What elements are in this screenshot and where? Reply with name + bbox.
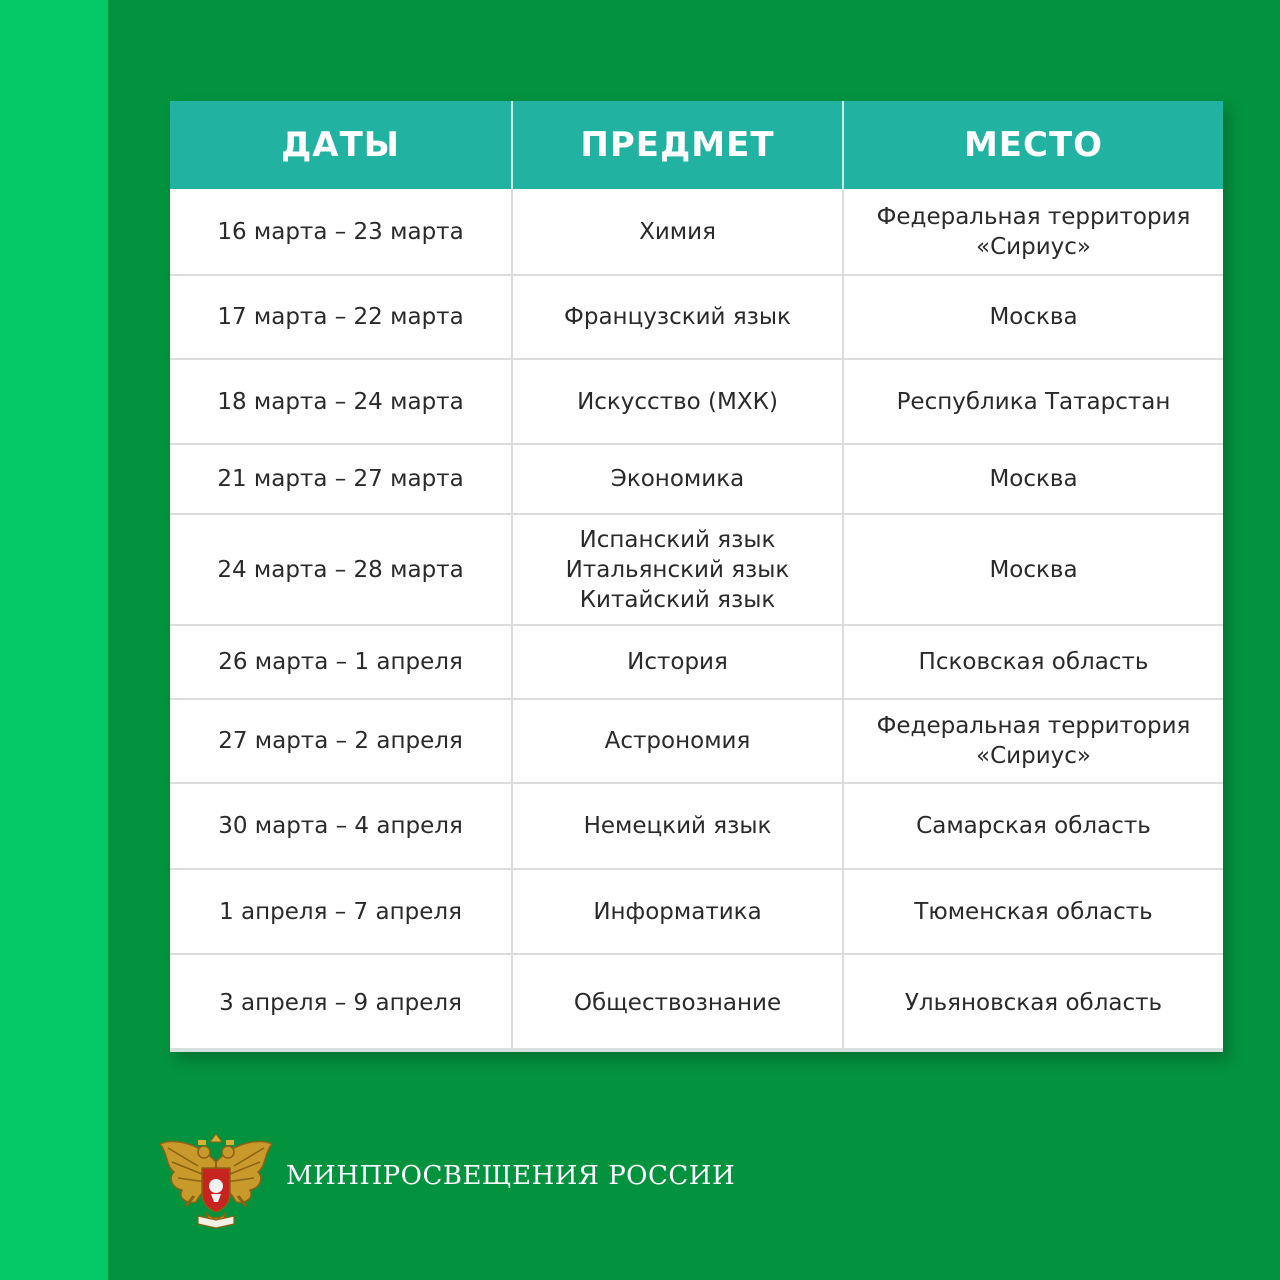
place-line: Москва xyxy=(989,466,1078,492)
cell-dates: 24 марта – 28 марта xyxy=(170,514,512,625)
place-line: «Сириус» xyxy=(976,233,1091,260)
table-row xyxy=(170,699,1223,783)
cell-subject xyxy=(512,954,843,1050)
table-row xyxy=(170,869,1223,954)
cell-dates: 27 марта – 2 апреля xyxy=(170,699,512,783)
place-line: Псковская область xyxy=(918,649,1149,675)
cell-place xyxy=(843,359,1223,444)
cell-subject xyxy=(512,783,843,869)
table-row xyxy=(170,275,1223,359)
cell-dates: 1 апреля – 7 апреля xyxy=(170,869,512,954)
cell-subject xyxy=(512,625,843,699)
cell-place xyxy=(843,275,1223,359)
place-line: Самарская область xyxy=(916,813,1151,839)
cell-place xyxy=(843,444,1223,514)
double-headed-eagle-emblem-icon xyxy=(158,1132,274,1232)
header-dates: ДАТЫ xyxy=(170,101,512,189)
table-row xyxy=(170,514,1223,625)
subject-line: Информатика xyxy=(593,898,762,925)
ministry-name: МИНПРОСВЕЩЕНИЯ РОССИИ xyxy=(286,1161,736,1191)
cell-dates: 18 марта – 24 марта xyxy=(170,359,512,444)
cell-place xyxy=(843,954,1223,1050)
subject-line: Экономика xyxy=(610,466,745,492)
table-row xyxy=(170,189,1223,275)
cell-place xyxy=(843,783,1223,869)
place-line: «Сириус» xyxy=(976,743,1091,769)
subject-line: Французский язык xyxy=(564,304,791,330)
table-row xyxy=(170,954,1223,1050)
place-line: Федеральная территория xyxy=(876,713,1191,739)
header-place: МЕСТО xyxy=(843,101,1223,189)
cell-dates: 17 марта – 22 марта xyxy=(170,275,512,359)
table-header-row xyxy=(170,101,1223,189)
place-line: Москва xyxy=(989,304,1078,330)
subject-line: Китайский язык xyxy=(579,586,776,613)
cell-place xyxy=(843,514,1223,625)
table-row xyxy=(170,444,1223,514)
table-row xyxy=(170,625,1223,699)
cell-dates: 3 апреля – 9 апреля xyxy=(170,954,512,1050)
place-line: Москва xyxy=(989,556,1078,583)
footer xyxy=(158,1132,858,1232)
subject-line: Астрономия xyxy=(604,728,751,754)
subject-line: История xyxy=(627,649,728,675)
table-row xyxy=(170,359,1223,444)
schedule-table-card xyxy=(170,101,1223,1052)
subject-line: Искусство (МХК) xyxy=(577,388,778,415)
cell-dates: 30 марта – 4 апреля xyxy=(170,783,512,869)
cell-subject xyxy=(512,275,843,359)
subject-line: Немецкий язык xyxy=(583,813,772,839)
cell-subject xyxy=(512,699,843,783)
cell-place xyxy=(843,869,1223,954)
cell-place xyxy=(843,189,1223,275)
cell-place xyxy=(843,699,1223,783)
cell-dates: 26 марта – 1 апреля xyxy=(170,625,512,699)
left-stripe xyxy=(0,0,108,1280)
cell-subject xyxy=(512,869,843,954)
schedule-table xyxy=(170,101,1223,1050)
cell-subject xyxy=(512,514,843,625)
subject-line: Итальянский язык xyxy=(565,556,790,583)
place-line: Ульяновская область xyxy=(904,989,1163,1016)
cell-place xyxy=(843,625,1223,699)
cell-subject xyxy=(512,444,843,514)
subject-line: Обществознание xyxy=(573,989,782,1016)
subject-line: Испанский язык xyxy=(579,526,776,553)
cell-dates: 16 марта – 23 марта xyxy=(217,218,464,245)
table-body xyxy=(170,189,1223,1050)
cell-subject xyxy=(512,359,843,444)
place-line: Тюменская область xyxy=(914,898,1153,925)
header-subject: ПРЕДМЕТ xyxy=(512,101,843,189)
cell-subject xyxy=(512,189,843,275)
table-row xyxy=(170,783,1223,869)
place-line: Республика Татарстан xyxy=(896,388,1171,415)
cell-dates: 21 марта – 27 марта xyxy=(170,444,512,514)
place-line: Федеральная территория xyxy=(876,203,1191,230)
subject-line: Химия xyxy=(639,218,716,245)
